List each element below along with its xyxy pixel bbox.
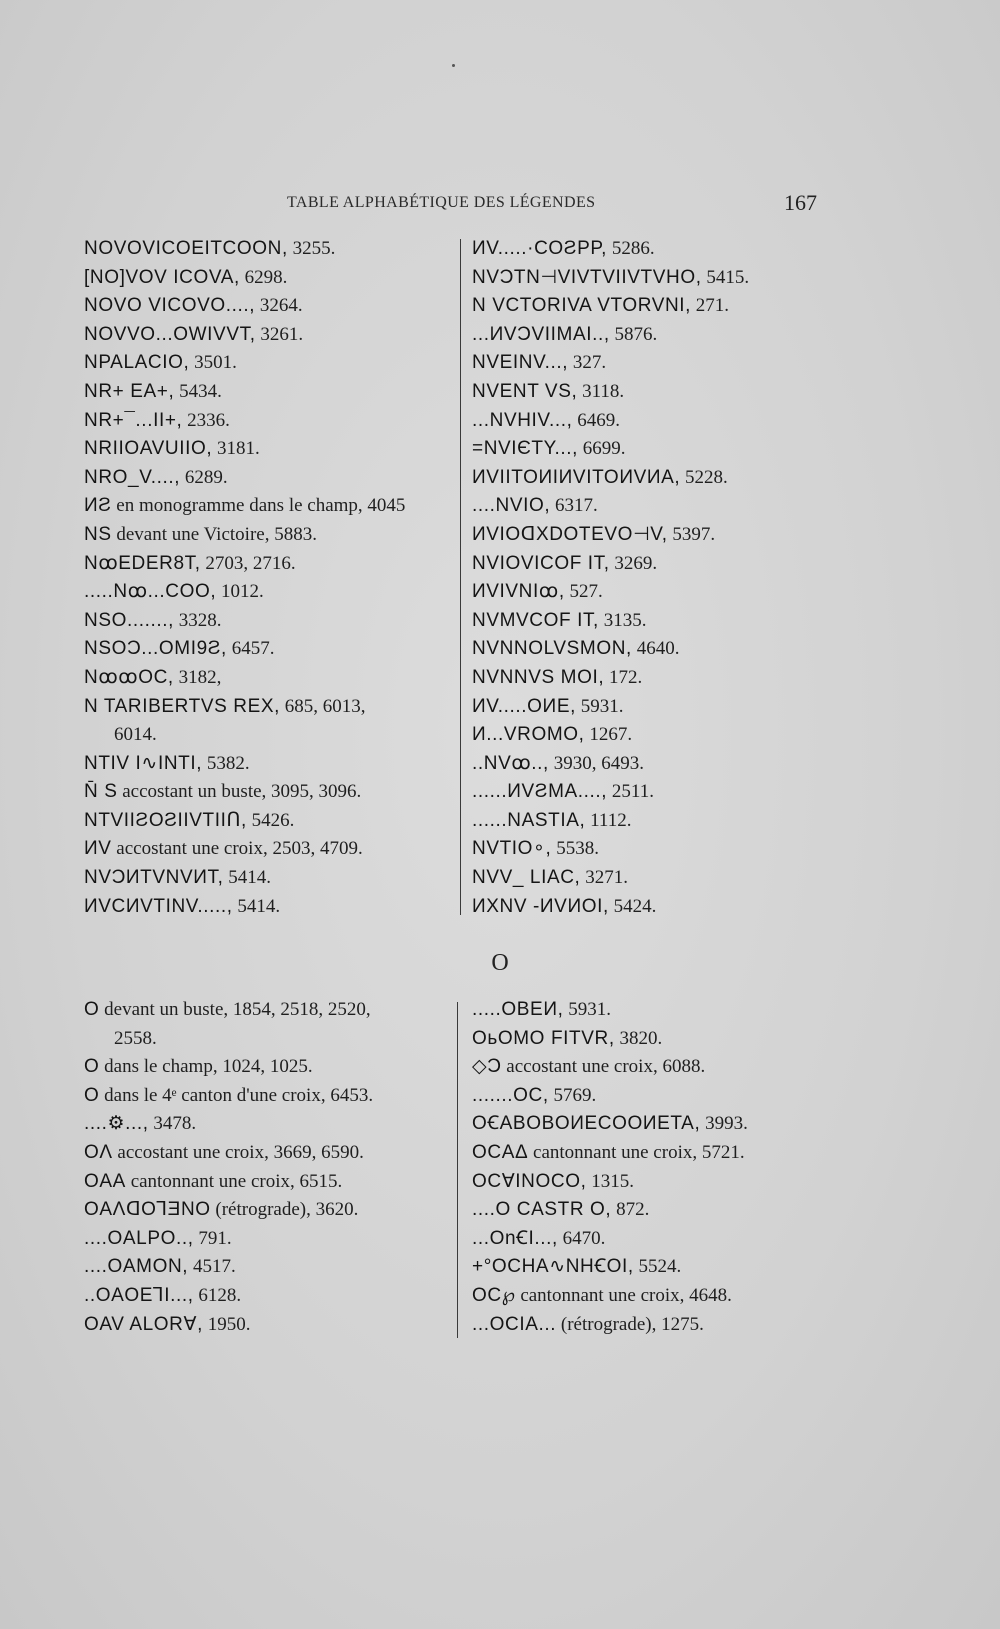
- reference-numbers: 271.: [691, 295, 730, 317]
- legend-text: NOVO VICOVO....,: [84, 295, 256, 317]
- legend-text: NPALACIO,: [84, 352, 190, 374]
- index-entry: [84, 492, 454, 521]
- reference-numbers: 5286.: [607, 238, 655, 259]
- index-entry: [84, 1282, 454, 1311]
- index-entry: [472, 1253, 852, 1282]
- legend-text: NVTIO∘,: [472, 838, 552, 860]
- legend-text: ......NASTIA,: [472, 809, 586, 831]
- reference-numbers: accostant une croix, 3669, 6590.: [112, 1141, 364, 1163]
- reference-numbers: 6128.: [193, 1284, 242, 1306]
- index-entry-continuation: [84, 1025, 454, 1054]
- index-entry: [84, 1253, 454, 1282]
- index-entry: [84, 1110, 454, 1139]
- index-entry: [472, 607, 852, 636]
- legend-text: NOVVO...OWIVVT,: [84, 323, 256, 345]
- index-entry: [472, 635, 852, 664]
- index-entry: [84, 1139, 454, 1168]
- reference-numbers: 3269.: [609, 552, 658, 574]
- reference-numbers: 527.: [564, 581, 603, 603]
- index-entry: [84, 635, 454, 664]
- index-entry: [472, 550, 852, 579]
- legend-text: OAA: [84, 1170, 126, 1192]
- left-column: [84, 235, 454, 921]
- index-entry: [472, 1225, 852, 1254]
- index-entry: [84, 235, 454, 264]
- legend-text: ....⚙...,: [84, 1113, 149, 1135]
- legend-text: ...OCIA...: [472, 1313, 557, 1335]
- legend-text: NR+ EA+,: [84, 380, 175, 402]
- index-entry: [84, 550, 454, 579]
- reference-numbers: 1267.: [584, 724, 633, 746]
- reference-numbers: 3478.: [148, 1113, 197, 1135]
- index-entry: [84, 996, 454, 1025]
- reference-numbers: 3182,: [173, 666, 222, 688]
- reference-numbers: 3181.: [212, 438, 260, 460]
- index-entry: [84, 521, 454, 550]
- legend-text: NVEINV...,: [472, 352, 569, 374]
- legend-text: O: [84, 1056, 100, 1078]
- index-entry: [84, 664, 454, 693]
- index-entry: [84, 778, 454, 807]
- legend-text: ИVIVNIꝏ,: [472, 581, 565, 603]
- index-entry: [472, 349, 852, 378]
- legend-text: NVIOVICOF IT,: [472, 552, 610, 574]
- reference-numbers: 6298.: [239, 266, 288, 288]
- reference-numbers: devant une Victoire, 5883.: [111, 523, 317, 545]
- legend-text: N VCTORIVA VTORVNI,: [472, 295, 692, 317]
- legend-text: NVV_ LIAC,: [472, 867, 581, 889]
- legend-text: ИVIITOИIИVITOИVИA,: [472, 466, 681, 488]
- legend-text: NSO.......,: [84, 609, 175, 631]
- reference-numbers: cantonnant une croix, 4648.: [515, 1284, 732, 1306]
- reference-numbers: 2558.: [114, 1027, 157, 1049]
- legend-text: NVNNOLVSMON,: [472, 638, 632, 660]
- column-rule: [460, 239, 461, 915]
- reference-numbers: (rétrograde), 1275.: [556, 1313, 704, 1335]
- reference-numbers: devant un buste, 1854, 2518, 2520,: [99, 999, 371, 1020]
- index-entry: [84, 292, 454, 321]
- reference-numbers: 3135.: [598, 609, 647, 631]
- running-title: TABLE ALPHABÉTIQUE DES LÉGENDES: [287, 194, 596, 211]
- legend-text: NVƆИTVNVИT,: [84, 867, 224, 889]
- index-entry: [84, 1196, 454, 1225]
- reference-numbers: 5397.: [667, 523, 716, 545]
- index-entry: [84, 1053, 454, 1082]
- reference-numbers: cantonnant une croix, 5721.: [528, 1141, 745, 1163]
- legend-text: OAV ALORⱯ,: [84, 1313, 203, 1335]
- legend-text: ....NVIO,: [472, 495, 551, 517]
- legend-text: N TARIBERTVS REX,: [84, 695, 281, 717]
- legend-text: ....OAMON,: [84, 1256, 189, 1278]
- index-entry: [472, 1053, 852, 1082]
- reference-numbers: 6317.: [550, 495, 598, 517]
- legend-text: NVƆTN⊣VIVTVIIVTVHO,: [472, 266, 702, 288]
- reference-numbers: 3930, 6493.: [548, 752, 644, 774]
- reference-numbers: 1012.: [216, 581, 264, 603]
- reference-numbers: 3255.: [287, 238, 336, 259]
- reference-numbers: 327.: [568, 352, 607, 374]
- index-entry: [84, 321, 454, 350]
- index-entry: [84, 578, 454, 607]
- legend-text: NOVOVICOEITCOON,: [84, 238, 288, 259]
- index-entry: [472, 464, 852, 493]
- reference-numbers: 5424.: [608, 895, 657, 917]
- right-column: [472, 996, 852, 1339]
- reference-numbers: 6470.: [557, 1227, 606, 1249]
- legend-text: NRIIOAVUIIO,: [84, 438, 213, 460]
- legend-text: ...NVHIV...,: [472, 409, 573, 431]
- index-entry: [84, 893, 454, 922]
- legend-text: ИV: [84, 838, 112, 860]
- legend-text: OCⱯINOCO,: [472, 1170, 587, 1192]
- legend-text: NTVIIƧOƧIIVTIIᑎ,: [84, 809, 247, 831]
- index-entry: [472, 893, 852, 922]
- legend-text: NꝏꝏOC,: [84, 666, 174, 688]
- index-entry: [84, 864, 454, 893]
- legend-text: ..OAOE⅂I...,: [84, 1284, 194, 1306]
- reference-numbers: 5414.: [223, 867, 271, 889]
- index-entry: [472, 292, 852, 321]
- index-entry: [472, 1168, 852, 1197]
- index-entry: [472, 864, 852, 893]
- reference-numbers: 4640.: [631, 638, 680, 660]
- index-entry: [472, 1282, 852, 1311]
- legend-text: ...ИVƆVIIMAI..,: [472, 323, 610, 345]
- reference-numbers: 2336.: [182, 409, 230, 431]
- index-entry: [472, 1139, 852, 1168]
- reference-numbers: 172.: [604, 666, 643, 688]
- column-rule: [457, 1002, 458, 1338]
- index-entry: [84, 835, 454, 864]
- legend-text: .....OBEИ,: [472, 999, 564, 1020]
- reference-numbers: 5228.: [680, 466, 728, 488]
- reference-numbers: 791.: [193, 1227, 232, 1249]
- legend-text: ...OnꞒI...,: [472, 1227, 558, 1249]
- index-entry: [472, 721, 852, 750]
- index-entry: [84, 464, 454, 493]
- reference-numbers: accostant un buste, 3095, 3096.: [117, 781, 362, 803]
- legend-text: OC℘: [472, 1284, 516, 1306]
- index-entry: [472, 996, 852, 1025]
- reference-numbers: 5415.: [701, 266, 750, 288]
- reference-numbers: 6699.: [577, 438, 626, 460]
- index-entry: [472, 378, 852, 407]
- legend-text: .....Nꝏ...COO,: [84, 581, 217, 603]
- index-entry-continuation: [84, 721, 454, 750]
- reference-numbers: 872.: [611, 1199, 650, 1221]
- legend-text: OAΛᗡO⅂ƎNO: [84, 1199, 211, 1221]
- reference-numbers: 5769.: [548, 1084, 597, 1106]
- legend-text: O: [84, 1084, 100, 1106]
- index-entry: [84, 435, 454, 464]
- index-entry: [472, 778, 852, 807]
- legend-text: ....O CASTR O,: [472, 1199, 612, 1221]
- left-column: [84, 996, 454, 1339]
- section-letter-heading: O: [491, 950, 509, 976]
- legend-text: ИƧ: [84, 495, 112, 517]
- legend-text: ИVIOᗡXDOTEVO⊣V,: [472, 523, 668, 545]
- index-entry: [472, 1082, 852, 1111]
- legend-text: =NVIЄTY...,: [472, 438, 578, 460]
- reference-numbers: 6289.: [180, 466, 228, 488]
- index-entry: [472, 521, 852, 550]
- index-entry: [472, 492, 852, 521]
- reference-numbers: 6457.: [226, 638, 275, 660]
- index-entry: [472, 1025, 852, 1054]
- reference-numbers: 3118.: [577, 380, 625, 402]
- reference-numbers: 5876.: [609, 323, 658, 345]
- legend-text: OCAΔ: [472, 1141, 529, 1163]
- index-entry: [472, 578, 852, 607]
- legend-text: NTIV I∿INTI,: [84, 752, 203, 774]
- reference-numbers: 4517.: [188, 1256, 236, 1278]
- index-entry: [472, 235, 852, 264]
- reference-numbers: 3261.: [255, 323, 304, 345]
- legend-text: ....OALPO..,: [84, 1227, 194, 1249]
- legend-text: NVNNVS MOI,: [472, 666, 605, 688]
- legend-text: ИV.....OИE,: [472, 695, 576, 717]
- right-column: [472, 235, 852, 921]
- reference-numbers: 2703, 2716.: [200, 552, 296, 574]
- index-entry: [84, 607, 454, 636]
- index-entry: [472, 664, 852, 693]
- running-head: [0, 190, 1000, 222]
- reference-numbers: 3328.: [174, 609, 222, 631]
- reference-numbers: 5931.: [575, 695, 624, 717]
- index-entry: [84, 1311, 454, 1340]
- reference-numbers: 5414.: [232, 895, 281, 917]
- reference-numbers: 6469.: [572, 409, 620, 431]
- reference-numbers: en monogramme dans le champ, 4045: [111, 495, 406, 517]
- legend-text: NRO_V....,: [84, 466, 181, 488]
- print-speck: [452, 64, 455, 67]
- legend-text: ..NVꝏ..,: [472, 752, 549, 774]
- reference-numbers: 6014.: [114, 724, 157, 746]
- index-entry: [472, 407, 852, 436]
- index-entry: [84, 378, 454, 407]
- legend-text: NSOƆ...OMI9Ƨ,: [84, 638, 227, 660]
- index-entry: [472, 750, 852, 779]
- reference-numbers: 5538.: [551, 838, 599, 860]
- legend-text: ◇Ɔ: [472, 1056, 502, 1078]
- reference-numbers: 1315.: [586, 1170, 634, 1192]
- reference-numbers: cantonnant une croix, 6515.: [125, 1170, 343, 1192]
- legend-text: NR+¯...II+,: [84, 409, 183, 431]
- legend-text: ИXNV -ИVИOI,: [472, 895, 609, 917]
- reference-numbers: 5426.: [246, 809, 295, 831]
- reference-numbers: dans le champ, 1024, 1025.: [99, 1056, 313, 1078]
- index-entry: [84, 750, 454, 779]
- legend-text: [NO]VOV ICOVA,: [84, 266, 240, 288]
- index-entry: [84, 407, 454, 436]
- index-entry: [472, 264, 852, 293]
- legend-text: N̄ S: [84, 781, 118, 803]
- reference-numbers: 3993.: [700, 1113, 748, 1135]
- reference-numbers: accostant une croix, 2503, 4709.: [111, 838, 363, 860]
- index-entry: [84, 693, 454, 722]
- reference-numbers: 5382.: [202, 752, 250, 774]
- reference-numbers: 3501.: [189, 352, 237, 374]
- index-entry: [84, 264, 454, 293]
- index-entry: [472, 321, 852, 350]
- legend-text: O: [84, 999, 100, 1020]
- reference-numbers: 3271.: [580, 867, 628, 889]
- reference-numbers: accostant une croix, 6088.: [501, 1056, 706, 1078]
- reference-numbers: dans le 4ᵉ canton d'une croix, 6453.: [99, 1084, 374, 1106]
- reference-numbers: 5524.: [633, 1256, 682, 1278]
- index-entry: [472, 435, 852, 464]
- reference-numbers: 1112.: [585, 809, 632, 831]
- page-number: 167: [784, 190, 817, 215]
- legend-text: NVMVCOF IT,: [472, 609, 599, 631]
- index-entry: [472, 1110, 852, 1139]
- legend-text: NꝏEDER8T,: [84, 552, 201, 574]
- reference-numbers: 3820.: [614, 1027, 663, 1049]
- index-entry: [472, 807, 852, 836]
- reference-numbers: 3264.: [255, 295, 303, 317]
- legend-text: NS: [84, 523, 112, 545]
- legend-text: OΛ: [84, 1141, 113, 1163]
- reference-numbers: 5434.: [174, 380, 222, 402]
- reference-numbers: 5931.: [563, 999, 611, 1020]
- legend-text: ИVCИVTINV.....,: [84, 895, 233, 917]
- legend-text: NVENT VS,: [472, 380, 578, 402]
- reference-numbers: 2511.: [607, 781, 654, 803]
- legend-text: ИV.....·COƧPP,: [472, 238, 608, 259]
- index-entry: [472, 693, 852, 722]
- index-entry: [84, 1082, 454, 1111]
- legend-text: OꞒABOBOИECOOИETA,: [472, 1113, 701, 1135]
- index-entry: [84, 807, 454, 836]
- index-entry: [472, 1311, 852, 1340]
- index-entry: [472, 1196, 852, 1225]
- legend-text: .......OC,: [472, 1084, 549, 1106]
- legend-text: OьOMO FITVR,: [472, 1027, 615, 1049]
- legend-text: И...VROMO,: [472, 724, 585, 746]
- reference-numbers: 1950.: [202, 1313, 251, 1335]
- reference-numbers: (rétrograde), 3620.: [210, 1199, 359, 1221]
- legend-text: +°OCHA∿NHꞒOI,: [472, 1256, 634, 1278]
- reference-numbers: 685, 6013,: [280, 695, 366, 717]
- index-entry: [472, 835, 852, 864]
- index-entry: [84, 1168, 454, 1197]
- legend-text: ......ИVƧMA....,: [472, 781, 608, 803]
- index-entry: [84, 349, 454, 378]
- index-entry: [84, 1225, 454, 1254]
